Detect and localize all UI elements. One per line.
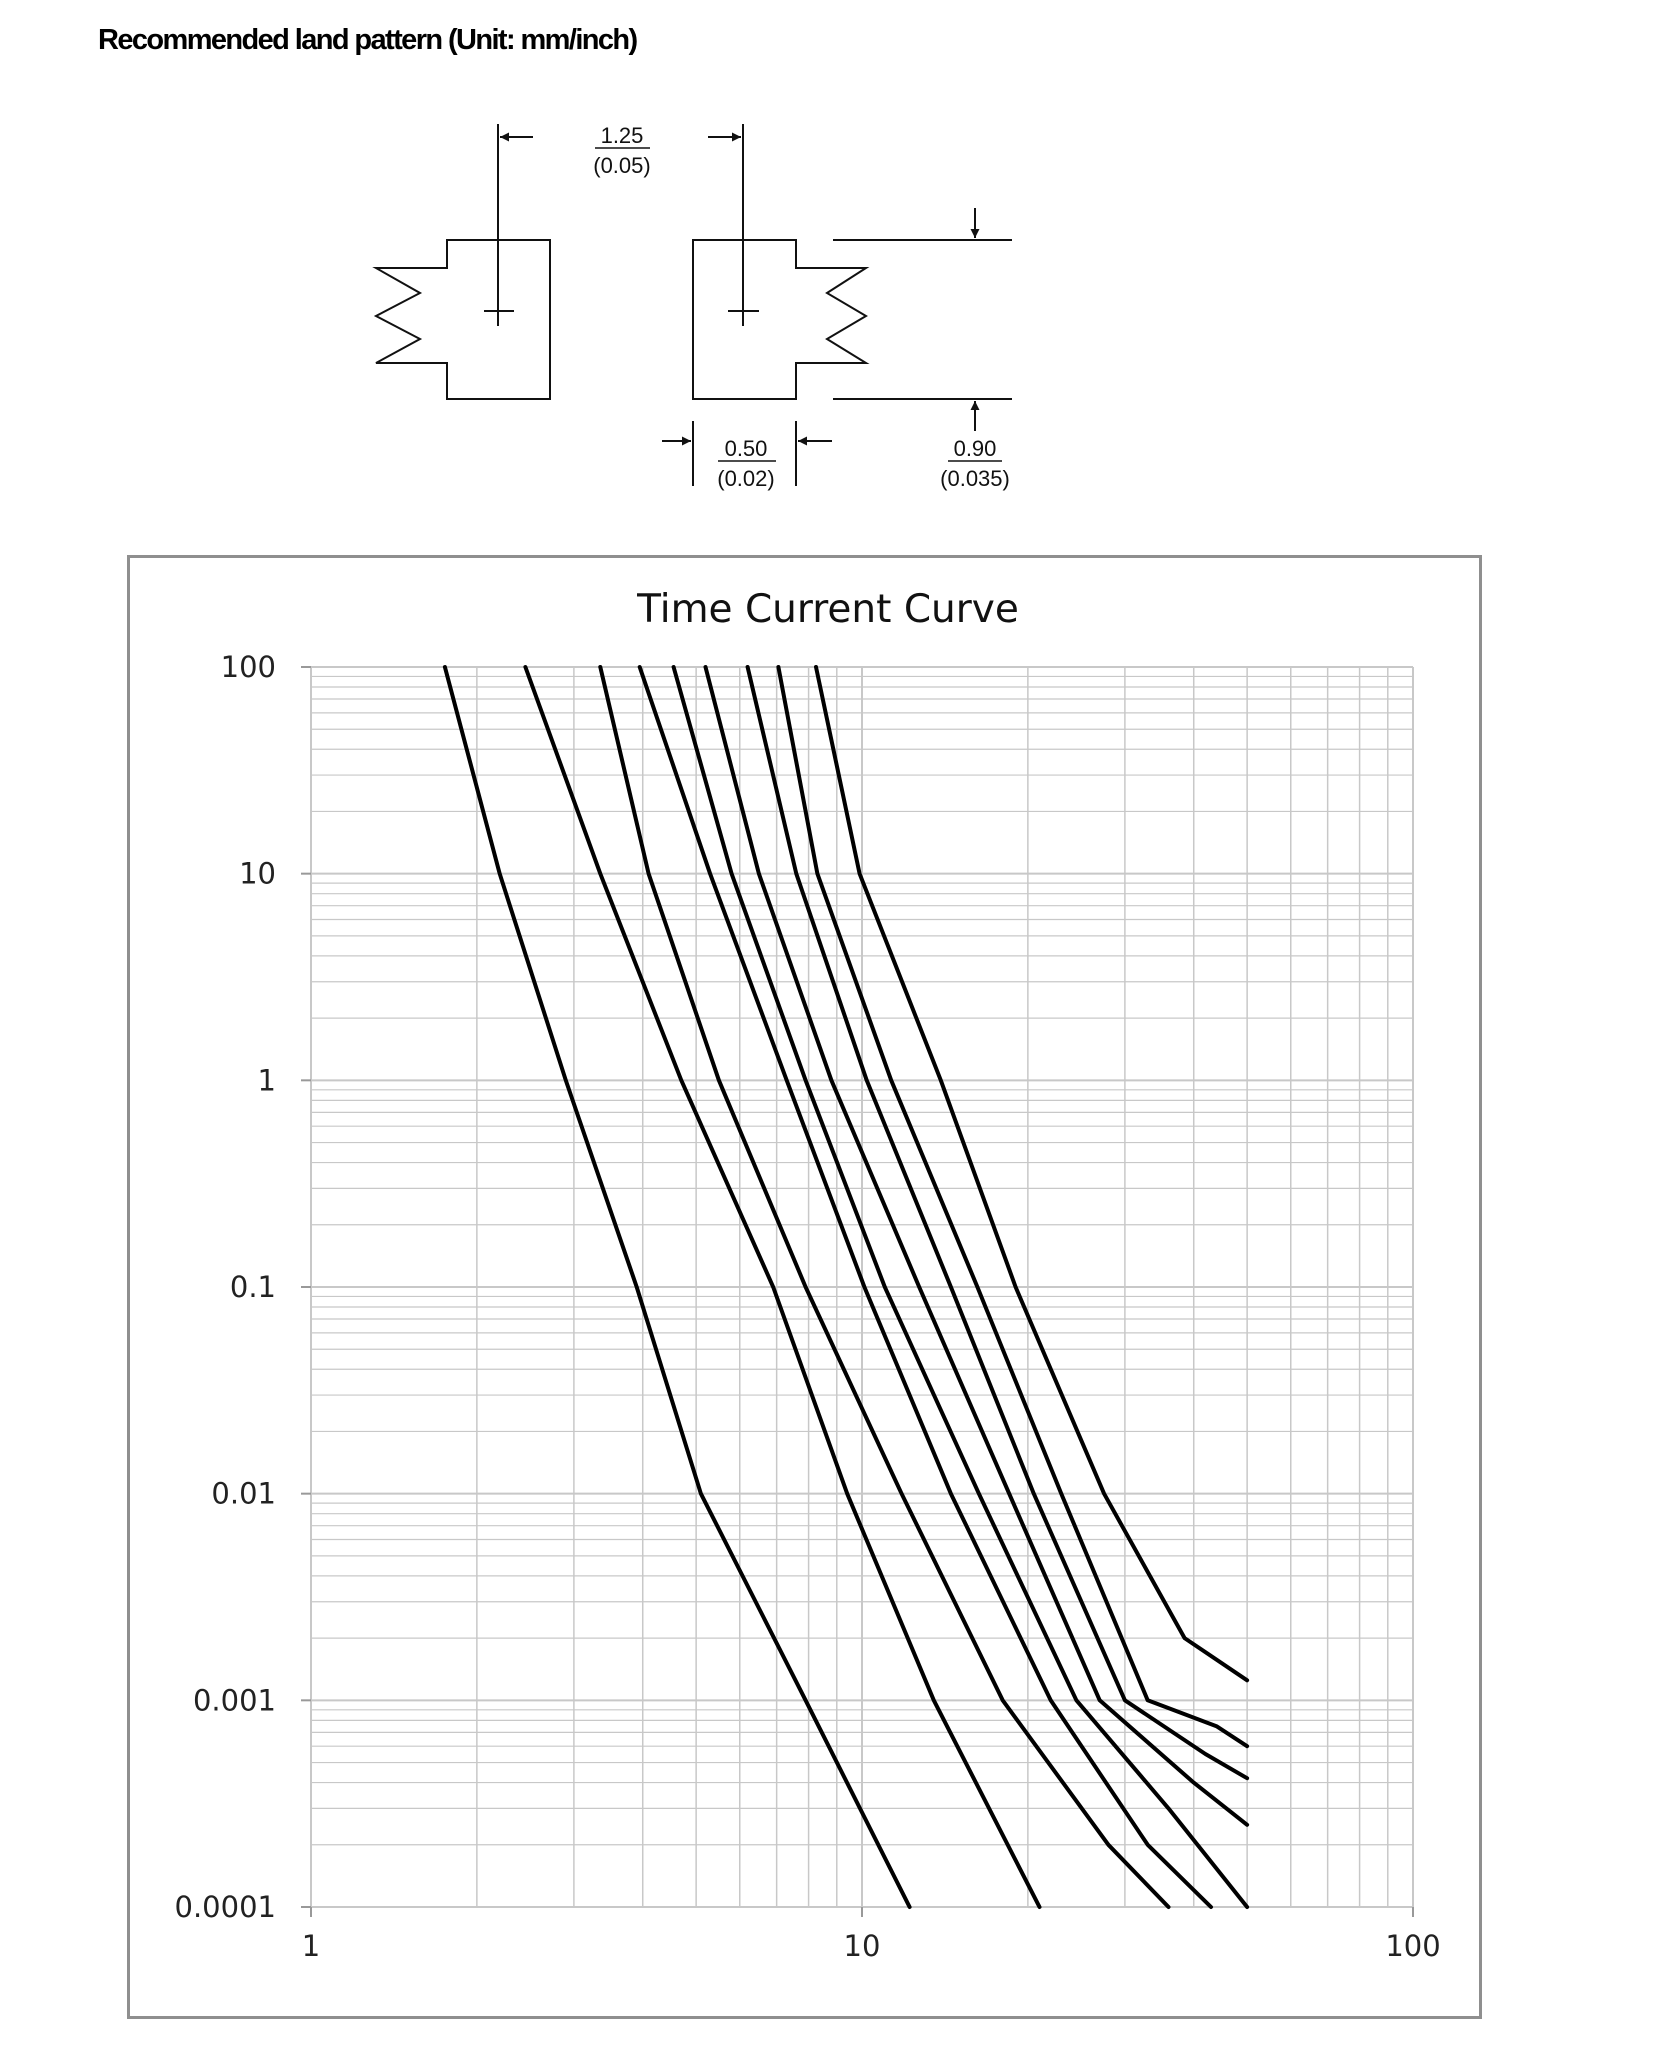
pitch-mm-label: 1.25 [600,123,644,148]
width-mm-label: 0.50 [724,436,768,461]
x-tick-label: 10 [843,1929,881,1963]
y-tick-label: 0.01 [211,1476,276,1511]
height-mm-label: 0.90 [953,436,997,461]
series-line-9 [816,667,1247,1680]
y-tick-label: 0.0001 [174,1890,276,1924]
y-tick-label: 100 [220,650,276,684]
page-heading: Recommended land pattern (Unit: mm/inch) [98,24,637,56]
y-tick-label: 0.001 [192,1683,276,1718]
x-tick-label: 1 [301,1929,321,1963]
height-inch-label: (0.035) [940,466,1010,491]
series-line-7 [748,667,1248,1778]
y-tick-label: 10 [239,856,276,891]
pitch-inch-label: (0.05) [593,153,651,178]
y-tick-label: 1 [257,1063,276,1098]
y-tick-label: 0.1 [229,1270,276,1304]
width-inch-label: (0.02) [717,466,775,491]
chart-title: Time Current Curve [637,587,1019,632]
x-tick-label: 100 [1385,1929,1441,1963]
chart-grid [311,667,1413,1907]
